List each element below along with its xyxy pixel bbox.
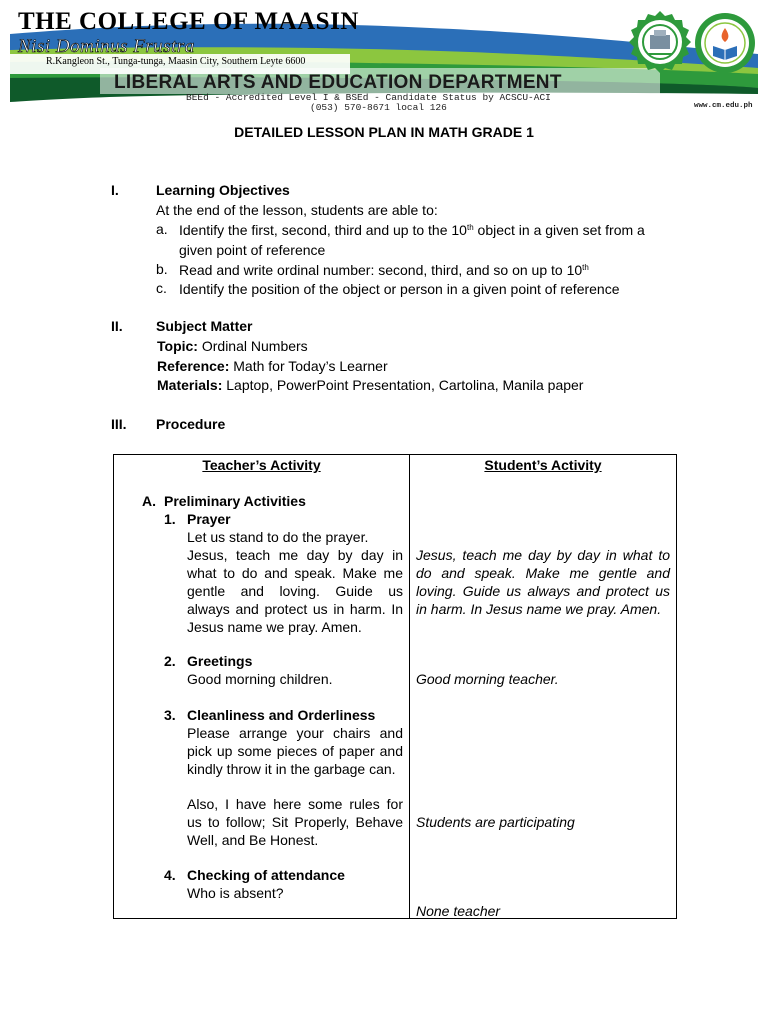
activity-number-greetings: 2. [164, 653, 176, 669]
teacher-text-prayer-intro: Let us stand to do the prayer. [187, 529, 369, 545]
activity-number-cleanliness: 3. [164, 707, 176, 723]
student-text-cleanliness: Students are participating [416, 814, 575, 830]
document-title: DETAILED LESSON PLAN IN MATH GRADE 1 [234, 124, 534, 140]
objective-letter-c: c. [156, 280, 167, 296]
subject-topic: Topic: Ordinal Numbers [157, 338, 308, 354]
subject-reference: Reference: Math for Today’s Learner [157, 358, 388, 374]
activity-title-attendance: Checking of attendance [187, 867, 345, 883]
activity-number-attendance: 4. [164, 867, 176, 883]
section-title-subject: Subject Matter [156, 318, 253, 334]
objective-text-b: Read and write ordinal number: second, third, and so on up to 10th [179, 262, 589, 278]
section-title-procedure: Procedure [156, 416, 226, 432]
phone-number: (053) 570-8671 local 126 [310, 102, 447, 113]
teacher-text-prayer: Jesus, teach me day by day in what to do and speak. Make me gentle and loving. Guide us always and protect us in harm. In Jesus name we pray. Amen. [187, 547, 403, 635]
section-title-objectives: Learning Objectives [156, 182, 290, 198]
activity-title-greetings: Greetings [187, 653, 253, 669]
objectives-intro: At the end of the lesson, students are able to: [156, 202, 438, 218]
objective-text-a: Identify the first, second, third and up to the 10th object in a given set from a given point of reference [179, 222, 645, 258]
subject-materials: Materials: Laptop, PowerPoint Presentation, Cartolina, Manila paper [157, 377, 584, 393]
college-seal-logo [628, 10, 692, 74]
teacher-text-cleanliness: Please arrange your chairs and pick up some pieces of paper and kindly throw it in the garbage can. [187, 725, 403, 777]
teacher-activity-header: Teacher’s Activity [202, 457, 321, 473]
section-number-subject: II. [111, 318, 123, 334]
activity-title-prayer: Prayer [187, 511, 231, 527]
department-name: LIBERAL ARTS AND EDUCATION DEPARTMENT [114, 72, 562, 93]
objective-text-c: Identify the position of the object or person in a given point of reference [179, 281, 620, 297]
teacher-text-greetings: Good morning children. [187, 671, 333, 687]
college-address: R.Kangleon St., Tunga-tunga, Maasin City, Southern Leyte 6600 [46, 56, 306, 67]
activity-title-cleanliness: Cleanliness and Orderliness [187, 707, 376, 723]
teacher-text-rules: Also, I have here some rules for us to follow; Sit Properly, Behave Well, and Be Honest. [187, 796, 403, 848]
college-name: THE COLLEGE OF MAASIN [18, 8, 359, 35]
objective-letter-b: b. [156, 261, 168, 277]
student-text-greetings: Good morning teacher. [416, 671, 559, 687]
department-seal-logo [694, 12, 756, 74]
section-letter-a: A. [142, 493, 156, 509]
objective-letter-a: a. [156, 221, 168, 237]
student-activity-header: Student’s Activity [484, 457, 602, 473]
letterhead-banner [10, 6, 758, 116]
activity-table [113, 454, 677, 919]
college-motto: Nisi Dominus Frustra [18, 36, 195, 57]
student-text-prayer: Jesus, teach me day by day in what to do and speak. Make me gentle and loving. Guide us always and protect us in harm. In Jesus name we pray. Amen. [416, 547, 670, 617]
section-number-procedure: III. [111, 416, 127, 432]
teacher-text-attendance: Who is absent? [187, 885, 284, 901]
student-text-attendance: None teacher [416, 903, 501, 919]
website-url: www.cm.edu.ph [694, 102, 753, 110]
activity-number-prayer: 1. [164, 511, 176, 527]
accreditation-text: BEEd - Accredited Level I & BSEd - Candidate Status by ACSCU-ACI [186, 92, 551, 103]
section-title-preliminary: Preliminary Activities [164, 493, 306, 509]
table-column-divider [409, 455, 410, 918]
section-number-objectives: I. [111, 182, 119, 198]
